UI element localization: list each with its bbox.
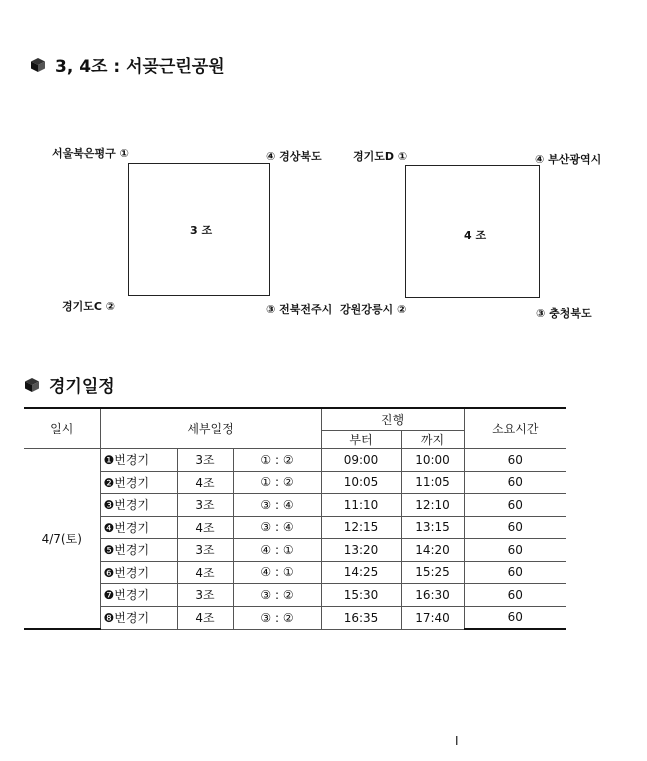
duration-cell: 60: [464, 584, 566, 607]
duration-cell: 60: [464, 561, 566, 584]
schedule-table: [24, 407, 566, 630]
start-time-cell: 13:20: [321, 539, 401, 562]
start-time-cell: 14:25: [321, 561, 401, 584]
corner-label-2: 강원강릉시 ②: [340, 303, 407, 316]
group-cell: 3조: [177, 449, 233, 472]
end-time-cell: 14:20: [401, 539, 464, 562]
start-time-cell: 11:10: [321, 494, 401, 517]
corner-label-1: 경기도D ①: [353, 150, 408, 163]
table-row: [24, 539, 566, 562]
end-time-cell: 11:05: [401, 471, 464, 494]
group-cell: 3조: [177, 494, 233, 517]
section-heading-schedule: [24, 372, 115, 397]
venue-title: 3, 4조 : 서곶근린공원: [55, 57, 225, 77]
section-heading-venue: [30, 52, 225, 77]
pair-cell: ③ : ④: [233, 516, 321, 539]
table-row: [24, 471, 566, 494]
match-cell: ❶번경기: [100, 449, 177, 472]
start-time-cell: 12:15: [321, 516, 401, 539]
field-label-group4: 4 조: [464, 229, 487, 242]
pair-cell: ③ : ④: [233, 494, 321, 517]
corner-label-3: ③ 충청북도: [536, 307, 592, 320]
group-cell: 4조: [177, 471, 233, 494]
pair-cell: ④ : ①: [233, 561, 321, 584]
duration-cell: 60: [464, 494, 566, 517]
pair-cell: ① : ②: [233, 471, 321, 494]
duration-cell: 60: [464, 516, 566, 539]
date-cell: 4/7(토): [24, 449, 100, 630]
match-cell: ❽번경기: [100, 606, 177, 629]
header-from: 부터: [321, 431, 401, 449]
corner-label-1: 서울북은평구 ①: [52, 147, 129, 160]
table-row: [24, 606, 566, 629]
pair-cell: ① : ②: [233, 449, 321, 472]
pair-cell: ④ : ①: [233, 539, 321, 562]
match-cell: ❻번경기: [100, 561, 177, 584]
duration-cell: 60: [464, 471, 566, 494]
duration-cell: 60: [464, 449, 566, 472]
end-time-cell: 12:10: [401, 494, 464, 517]
cube-bullet-icon: [30, 57, 46, 73]
match-cell: ❼번경기: [100, 584, 177, 607]
end-time-cell: 16:30: [401, 584, 464, 607]
header-to: 까지: [401, 431, 464, 449]
table-row: [24, 449, 566, 472]
group-cell: 4조: [177, 561, 233, 584]
table-row: [24, 584, 566, 607]
match-cell: ❷번경기: [100, 471, 177, 494]
start-time-cell: 09:00: [321, 449, 401, 472]
match-cell: ❺번경기: [100, 539, 177, 562]
header-detail: 세부일정: [100, 408, 321, 449]
pair-cell: ③ : ②: [233, 606, 321, 629]
page-number-mark: I: [455, 734, 459, 748]
header-progress: 진행: [321, 408, 464, 431]
header-date: 일시: [24, 408, 100, 449]
pair-cell: ③ : ②: [233, 584, 321, 607]
end-time-cell: 15:25: [401, 561, 464, 584]
match-cell: ❹번경기: [100, 516, 177, 539]
start-time-cell: 15:30: [321, 584, 401, 607]
group-cell: 4조: [177, 606, 233, 629]
table-row: [24, 516, 566, 539]
end-time-cell: 13:15: [401, 516, 464, 539]
group-cell: 4조: [177, 516, 233, 539]
table-row: [24, 561, 566, 584]
corner-label-4: ④ 경상북도: [266, 150, 322, 163]
duration-cell: 60: [464, 539, 566, 562]
start-time-cell: 16:35: [321, 606, 401, 629]
end-time-cell: 10:00: [401, 449, 464, 472]
table-row: [24, 494, 566, 517]
corner-label-3: ③ 전북전주시: [266, 303, 333, 316]
schedule-title: 경기일정: [49, 377, 115, 397]
group-cell: 3조: [177, 584, 233, 607]
field-label-group3: 3 조: [190, 224, 213, 237]
cube-bullet-icon: [24, 377, 40, 393]
corner-label-4: ④ 부산광역시: [535, 153, 602, 166]
header-duration: 소요시간: [464, 408, 566, 449]
duration-cell: 60: [464, 606, 566, 629]
end-time-cell: 17:40: [401, 606, 464, 629]
match-cell: ❸번경기: [100, 494, 177, 517]
start-time-cell: 10:05: [321, 471, 401, 494]
group-cell: 3조: [177, 539, 233, 562]
corner-label-2: 경기도C ②: [62, 300, 116, 313]
